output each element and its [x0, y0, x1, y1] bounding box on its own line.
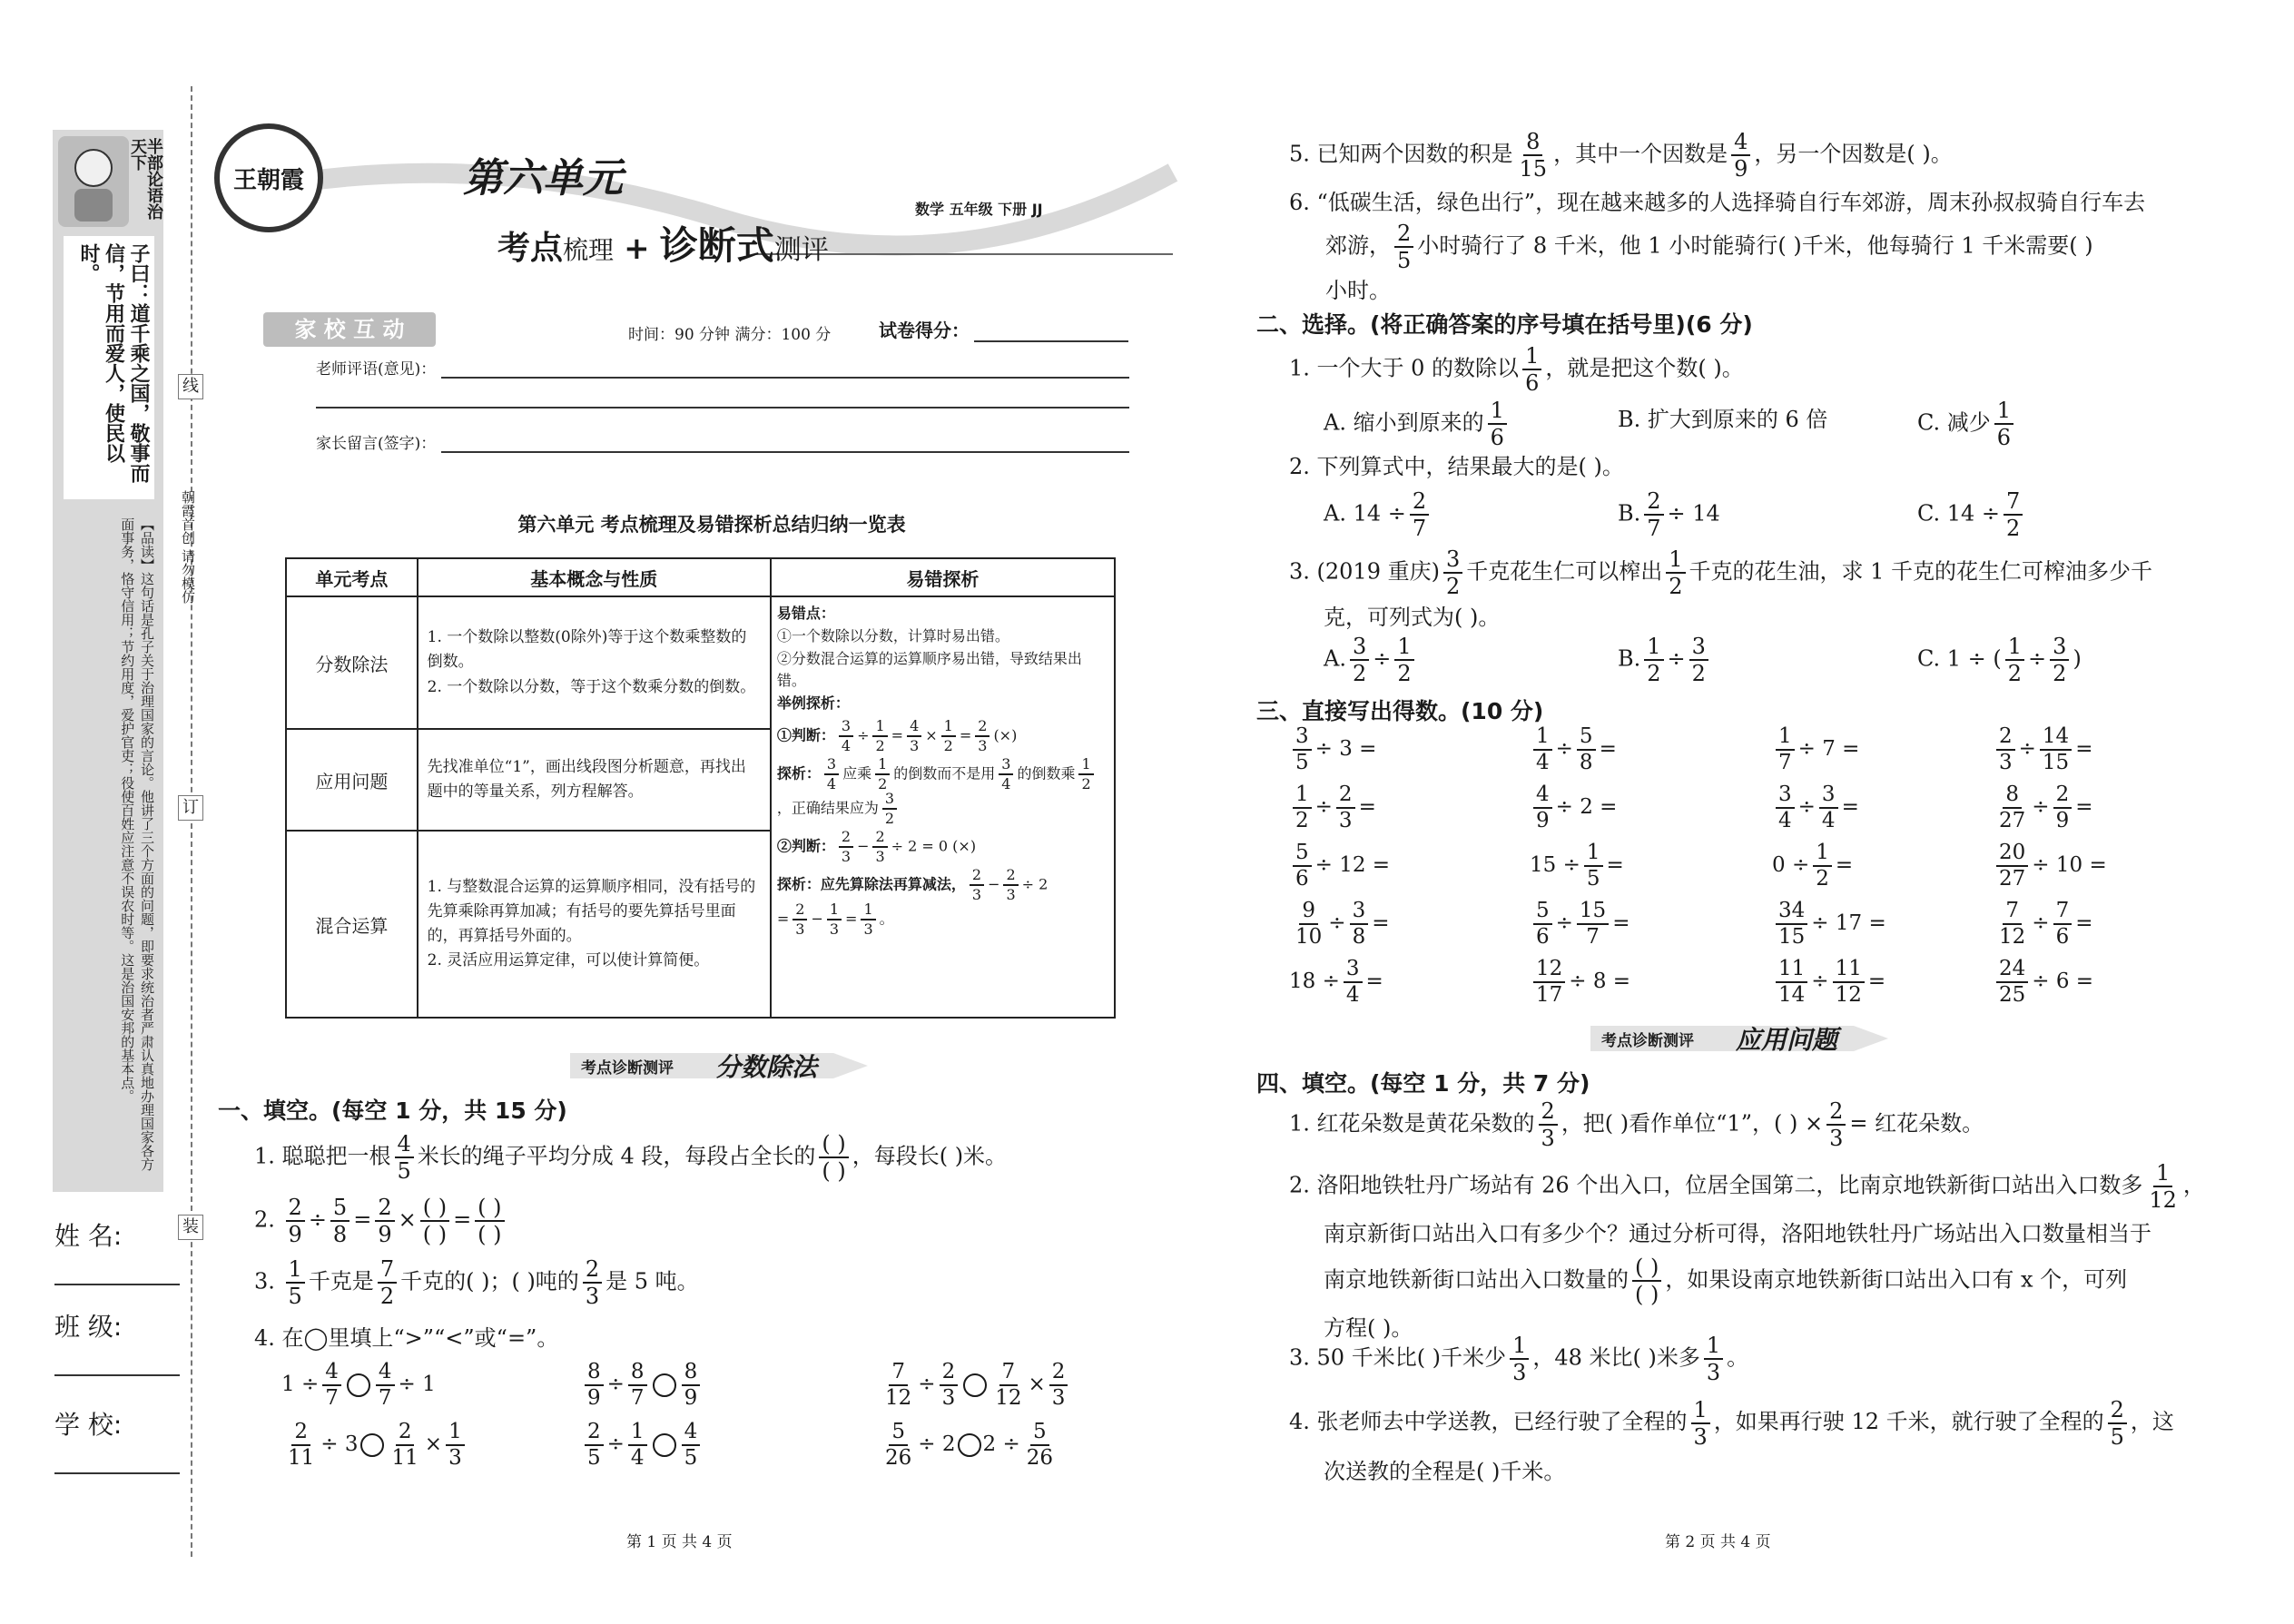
question-6: 6. “低碳生活，绿色出行”，现在越来越多的人选择骑自行车郊游，周末孙叔叔骑自行车去 郊游， $\frac{2}{5}$ 小时骑行了 8 千米，他 1 小时能骑行( )千米，他每骑行 1 千米需要( ) 小时。 [1289, 190, 2146, 304]
score-label: 试卷得分： [879, 320, 970, 341]
class-label: 班 级: [54, 1312, 123, 1342]
compare-circle[interactable] [653, 1373, 676, 1397]
option-a[interactable]: A. $\frac{3}{2}$ ÷ $\frac{1}{2}$ [1324, 635, 1418, 684]
fill-question-3: 3. 50 千米比( )千米少 $\frac{1}{3}$ ，48 米比( )米多 $\frac{1}{3}$ 。 [1289, 1333, 1749, 1385]
page-subtitle: 考点梳理 + 诊断式测评 [497, 223, 829, 268]
summary-table: 单元考点 基本概念与性质 易错探析 分数除法 1. 一个数除以整数(0除外)等于这个数乘整数的倒数。 2. 一个数除以分数，等于这个数乘分数的倒数。 易错点： ①一个数除以分数，计算时易出错。 ②分数混合运算的运算顺序易出错，导致结果出错。 举例探析： ①判断： $\frac{3}{4}$ ÷ $\frac{1}{2}$ = $\frac{4}{3}$ × $\frac{1}{2}$ = $\frac{2}{3}$ (×) 探析： $\frac{3}{4}$ 应乘 $\frac{1}{2}$ 的倒数而不是用 $\frac{3}{4}$ 的倒数乘 $\frac{1}{2}$ ，正确结果应为 $\frac{3}{2}$ ②判断： $\frac{2}{3}$ − $\frac{2}{3}$ ÷ 2 = 0 (×) 探析：应先算除法再算减法， $\frac{2}{3}$ − $\frac{2}{3}$ ÷ 2 = $\frac{2}{3}$ − $\frac{1}{3}$ = $\frac{1}{3}$ 。 应用问题 先找准单位“1”，画出线段图分析题意，再找出题中的等量关系，列方程解答。 混合运算 1. 与整数混合运算的运算顺序相同，没有括号的先算乘除再算加减；有括号的要先算括号里面的，再算括号外面的。 2. 灵活应用运算定律，可以使计算简便。 [285, 557, 1116, 1019]
jiaxiao-banner: 家 校 互 动 [263, 312, 436, 347]
choice-question-2: 2. 下列算式中，结果最大的是( )。 [1289, 454, 1624, 479]
option-b[interactable]: B. 扩大到原来的 6 倍 [1618, 407, 1828, 432]
logo [214, 123, 323, 232]
answer-blank[interactable]: $\frac{( )}{( )}$ [1632, 1256, 1661, 1305]
compare-circle[interactable] [347, 1373, 370, 1397]
question-3: 3. $\frac{1}{5}$ 千克是 $\frac{7}{2}$ 千克的( )；( )吨的 $\frac{2}{3}$ 是 5 吨。 [254, 1256, 699, 1309]
section-title: 二、选择。(将正确答案的序号填在括号里)(6 分) [1256, 311, 1753, 338]
calc-item[interactable]: $\frac{1}{7}$ ÷ 7 = [1772, 726, 1859, 773]
compare-item: $\frac{2}{11}$ ÷ 3 $\frac{2}{11}$ × $\frac{1}{3}$ [281, 1422, 468, 1469]
answer-blank[interactable]: $\frac{( )}{( )}$ [420, 1196, 449, 1245]
teacher-comment-line[interactable] [316, 407, 1129, 408]
name-field[interactable] [54, 1216, 180, 1291]
concept-line: 1. 与整数混合运算的运算顺序相同，没有括号的先算乘除再算加减；有括号的要先算括号里面的，再算括号外面的。 [427, 877, 756, 945]
sidebar-side-label: 半部论语治天下 [128, 138, 163, 220]
tan-label: 举例探析： [776, 694, 850, 713]
school-field[interactable] [54, 1405, 180, 1480]
tan-line: ②分数混合运算的运算顺序易出错，导致结果出错。 [776, 649, 1082, 690]
calc-item[interactable]: $\frac{4}{9}$ ÷ 2 = [1530, 784, 1617, 832]
concept-line: 1. 一个数除以整数(0除外)等于这个数乘整数的倒数。 [427, 628, 747, 672]
section-title: 四、填空。(每空 1 分，共 7 分) [1256, 1070, 1590, 1097]
table-topic: 分数除法 [286, 596, 418, 729]
table-header: 基本概念与性质 [418, 558, 771, 596]
choice-question-1: 1. 一个大于 0 的数除以 $\frac{1}{6}$ ，就是把这个数( )。 [1289, 343, 1744, 396]
school-label: 学 校: [54, 1410, 123, 1440]
option-c[interactable]: C. 1 ÷ ( $\frac{1}{2}$ ÷ $\frac{3}{2}$ ) [1917, 634, 2082, 686]
compare-item: $\frac{2}{5}$ ÷ $\frac{1}{4}$ $\frac{4}{5}$ [581, 1422, 704, 1469]
table-header: 易错探析 [771, 558, 1115, 596]
subject-meta: 数学 五年级 下册 JJ [915, 201, 1043, 218]
option-a[interactable]: A. 缩小到原来的 $\frac{1}{6}$ [1324, 399, 1511, 448]
option-b[interactable]: B. $\frac{1}{2}$ ÷ $\frac{3}{2}$ [1618, 635, 1712, 684]
tan-line: ①一个数除以分数，计算时易出错。 [776, 626, 1009, 645]
compare-item: 1 ÷ $\frac{4}{7}$ $\frac{4}{7}$ ÷ 1 [281, 1360, 436, 1410]
calc-item[interactable]: 15 ÷ $\frac{1}{5}$ = [1530, 841, 1624, 891]
sidebar-portrait [58, 136, 129, 227]
section-title: 三、直接写出得数。(10 分) [1256, 698, 1544, 724]
concept-line: 先找准单位“1”，画出线段图分析题意，再找出题中的等量关系，列方程解答。 [418, 729, 771, 831]
time-info: 时间：90 分钟 满分：100 分 [628, 326, 832, 344]
tan-label: 易错点： [776, 605, 835, 622]
question-2: 2. $\frac{2}{9}$ ÷ $\frac{5}{8}$ = $\frac{2}{9}$ × $\frac{( )}{( )}$ = $\frac{( )}{( )}$ [254, 1196, 508, 1245]
fill-question-1: 1. 红花朵数是黄花朵数的 $\frac{2}{3}$ ，把( )看作单位“1”，( ) × $\frac{2}{3}$ = 红花朵数。 [1289, 1098, 1984, 1151]
table-topic: 混合运算 [286, 831, 418, 1018]
calc-item[interactable]: 18 ÷ $\frac{3}{4}$ = [1289, 957, 1383, 1007]
unit-title: 第六单元 [463, 155, 623, 202]
option-c[interactable]: C. 14 ÷ $\frac{7}{2}$ [1917, 490, 2026, 539]
logo-text: 王朝霞 [232, 166, 304, 194]
question-5: 5. 已知两个因数的积是 $\frac{8}{15}$ ，其中一个因数是 $\frac{4}{9}$ ，另一个因数是( )。 [1289, 129, 1953, 182]
teacher-comment-label: 老师评语(意见)： [316, 360, 437, 379]
concept-line: 2. 一个数除以分数，等于这个数乘分数的倒数。 [427, 677, 756, 696]
option-a[interactable]: A. 14 ÷ $\frac{2}{7}$ [1324, 490, 1433, 539]
compare-circle[interactable] [958, 1433, 981, 1457]
fill-question-4: 4. 张老师去中学送教，已经行驶了全程的 $\frac{1}{3}$ ，如果再行驶 12 千米，就行驶了全程的 $\frac{2}{5}$ ，这 次送教的全程是( )千米。 [1289, 1396, 2174, 1484]
table-header: 单元考点 [286, 558, 418, 596]
calc-item[interactable]: $\frac{34}{15}$ ÷ 17 = [1772, 901, 1886, 948]
calc-item[interactable]: $\frac{20}{27}$ ÷ 10 = [1993, 842, 2107, 890]
teacher-comment-field[interactable] [316, 356, 1129, 379]
copyright-note: 朝霞首创 请勿模仿 [180, 490, 196, 604]
question-4: 4. 在◯里填上“>”“<”或“=”。 [254, 1325, 559, 1351]
compare-item: $\frac{8}{9}$ ÷ $\frac{8}{7}$ $\frac{8}{9}$ [581, 1362, 704, 1409]
scholar-icon [58, 136, 129, 227]
compare-item: $\frac{5}{26}$ ÷ 2 2 ÷ $\frac{5}{26}$ [885, 1420, 1053, 1470]
calc-item[interactable]: $\frac{3}{4}$ ÷ $\frac{3}{4}$ = [1772, 784, 1859, 832]
calc-item[interactable]: $\frac{3}{5}$ ÷ 3 = [1289, 726, 1376, 773]
concept-line: 2. 灵活应用运算定律，可以使计算简便。 [427, 951, 710, 970]
section-banner: 考点诊断测评 分数除法 [570, 1046, 870, 1082]
section-banner: 考点诊断测评 应用问题 [1590, 1019, 1890, 1055]
compare-item: $\frac{7}{12}$ ÷ $\frac{2}{3}$ $\frac{7}{12}$ × $\frac{2}{3}$ [879, 1362, 1071, 1409]
calc-item[interactable]: $\frac{11}{14}$ ÷ $\frac{11}{12}$ = [1772, 959, 1885, 1006]
table-topic: 应用问题 [286, 729, 418, 831]
score-field[interactable] [879, 316, 1128, 342]
sidebar-pindu: 【品读】这句话是孔子关于治理国家的言论。他讲了三个方面的问题，即要求统治者严肃认真地办理国家各方面事务，恪守信用；节约用度，爱护官吏；役使百姓应注意不误农时等。这是治国安邦的基本点。 [119, 517, 155, 1171]
option-c[interactable]: C. 减少 $\frac{1}{6}$ [1917, 399, 2017, 448]
answer-blank[interactable]: $\frac{( )}{( )}$ [819, 1133, 848, 1182]
cut-mark: 装 [178, 1215, 203, 1240]
cut-mark: 订 [178, 795, 203, 821]
name-label: 姓 名: [54, 1221, 123, 1251]
calc-item[interactable]: $\frac{24}{25}$ ÷ 6 = [1993, 959, 2093, 1006]
section-title: 一、填空。(每空 1 分，共 15 分) [218, 1097, 567, 1124]
calc-item[interactable]: $\frac{12}{17}$ ÷ 8 = [1530, 959, 1630, 1006]
calc-item[interactable]: $\frac{5}{6}$ ÷ 12 = [1289, 842, 1390, 890]
parent-comment-label: 家长留言(签字)： [316, 435, 437, 453]
choice-question-3: 3. (2019 重庆) $\frac{3}{2}$ 千克花生仁可以榨出 $\frac{1}{2}$ 千克的花生油，求 1 千克的花生仁可榨油多少千 克，可列式为( )。 [1289, 546, 2153, 630]
page-number: 第 2 页 共 4 页 [1665, 1533, 1771, 1551]
sidebar-quote: 子曰：道千乘之国，敬事而信，节用而爱人，使民以时。 [64, 236, 154, 499]
class-field[interactable] [54, 1307, 180, 1382]
fill-question-2: 2. 洛阳地铁牡丹广场站有 26 个出入口，位居全国第二，比南京地铁新街口站出入口数多 $\frac{1}{12}$ ， 南京新街口站出入口有多少个？通过分析可得，洛阳地铁牡丹广场站出入口数量相当于 南京地铁新街口站出入口数量的 $\frac{( )}{( )}$ ，如果设南京地铁新街口站出入口有 x 个，可列 方程( )。 [1289, 1160, 2205, 1342]
compare-circle[interactable] [963, 1373, 987, 1397]
question-1: 1. 聪聪把一根 $\frac{4}{5}$ 米长的绳子平均分成 4 段，每段占全长的 $\frac{( )}{( )}$ ，每段长( )米。 [254, 1131, 1008, 1184]
summary-table-title: 第六单元 考点梳理及易错探析总结归纳一览表 [517, 514, 906, 536]
answer-blank[interactable]: $\frac{( )}{( )}$ [475, 1196, 504, 1245]
calc-item[interactable]: $\frac{1}{4}$ ÷ $\frac{5}{8}$ = [1530, 726, 1617, 773]
parent-comment-field[interactable] [316, 430, 1129, 453]
calc-item[interactable]: $\frac{2}{3}$ ÷ $\frac{14}{15}$ = [1993, 726, 2092, 773]
compare-circle[interactable] [653, 1433, 676, 1457]
calc-item[interactable]: $\frac{7}{12}$ ÷ $\frac{7}{6}$ = [1999, 899, 2093, 949]
calc-item[interactable]: $\frac{5}{6}$ ÷ $\frac{15}{7}$ = [1530, 901, 1629, 948]
cut-line [191, 86, 192, 1557]
calc-item[interactable]: $\frac{8}{27}$ ÷ $\frac{2}{9}$ = [1999, 782, 2093, 832]
calc-item[interactable]: $\frac{9}{10}$ ÷ $\frac{3}{8}$ = [1295, 899, 1390, 949]
compare-circle[interactable] [360, 1433, 384, 1457]
cut-mark: 线 [178, 374, 203, 399]
option-b[interactable]: B. $\frac{2}{7}$ ÷ 14 [1618, 488, 1720, 541]
page-number: 第 1 页 共 4 页 [626, 1533, 733, 1551]
calc-item[interactable]: $\frac{1}{2}$ ÷ $\frac{2}{3}$ = [1289, 784, 1376, 832]
calc-item[interactable]: 0 ÷ $\frac{1}{2}$ = [1772, 841, 1854, 891]
